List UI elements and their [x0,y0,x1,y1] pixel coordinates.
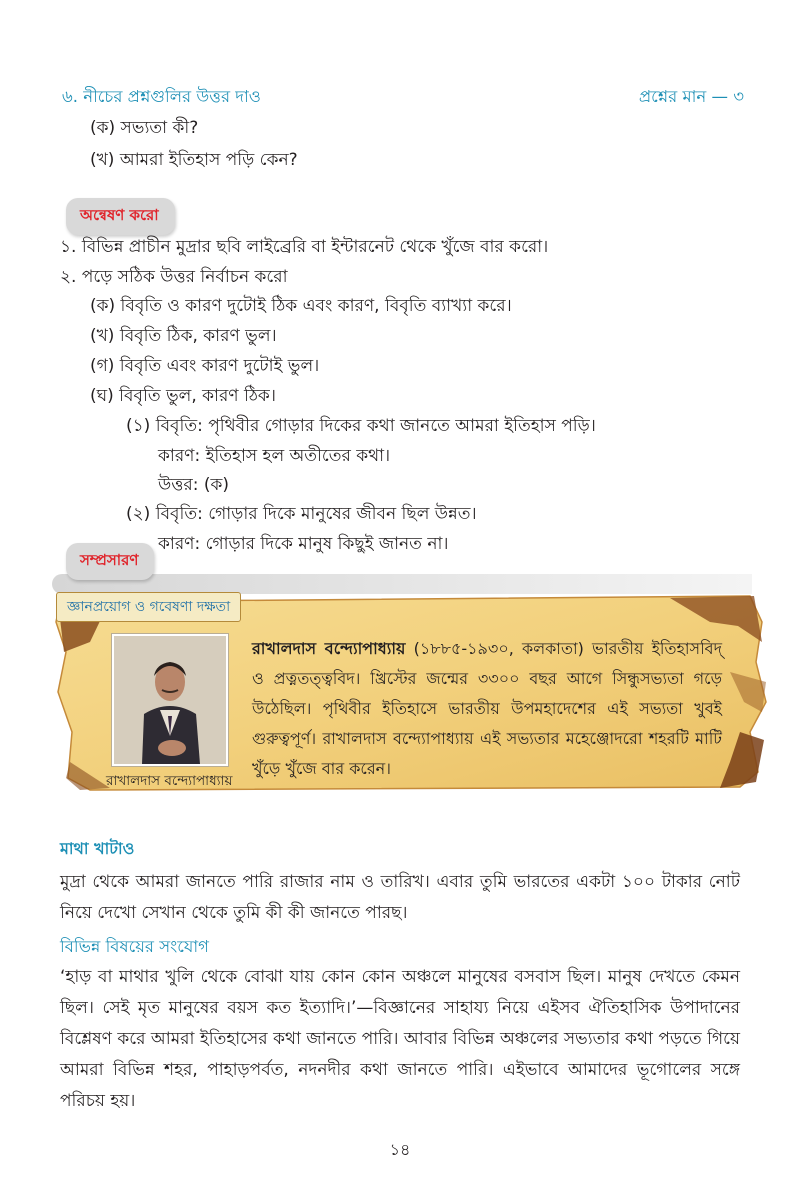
statement-line: (২) বিবৃতি: গোড়ার দিকে মানুষের জীবন ছিল উন্নত। [126,504,477,524]
portrait-image [112,634,228,766]
question-item: (খ) আমরা ইতিহাস পড়ি কেন? [90,150,298,170]
portrait-figure [114,636,226,764]
think-title: মাথা খাটাও [60,839,135,858]
question-item: (ক) সভ্যতা কী? [90,118,199,138]
explore-line: ১. বিভিন্ন প্রাচীন মুদ্রার ছবি লাইব্রেরি বা ইন্টারনেট থেকে খুঁজে বার করো। [60,237,549,257]
explore-line: ২. পড়ে সঠিক উত্তর নির্বাচন করো [60,267,288,287]
card-name-bold: রাখালদাস বন্দ্যোপাধ্যায় [252,639,406,658]
reason-line: কারণ: গোড়ার দিকে মানুষ কিছুই জানত না। [158,534,449,554]
extension-label: সম্প্রসারণ [66,543,154,580]
think-paragraph: মুদ্রা থেকে আমরা জানতে পারি রাজার নাম ও তারিখ। এবার তুমি ভারতের একটা ১০০ টাকার নোট নিয়ে দেখো সেখান থেকে তুমি কী কী জানতে পারছ। [60,872,740,923]
reason-line: কারণ: ইতিহাস হল অতীতের কথা। [158,446,391,466]
option-line: (ঘ) বিবৃতি ভুল, কারণ ঠিক। [90,386,276,406]
option-line: (ক) বিবৃতি ও কারণ দুটোই ঠিক এবং কারণ, বিবৃতি ব্যাখ্যা করে। [90,296,512,316]
page-number: ১৪ [389,1140,411,1159]
connect-title: বিভিন্ন বিষয়ের সংযোগ [60,937,209,956]
connect-paragraph: ‘হাড় বা মাথার খুলি থেকে বোঝা যায় কোন কোন অঞ্চলে মানুষের বসবাস ছিল। মানুষ দেখতে কেমন ছিল। সেই মৃত মানুষের বয়স কত ইত্যাদি।’—বিজ্ঞানের সাহায্য নিয়ে এইসব ঐতিহাসিক উপাদানের বিশ্লেষণ করে আমরা ইতিহাসের কথা জানতে পারি। আবার বিভিন্ন অঞ্চলের সভ্যতার কথা পড়তে গিয়ে আমরা বিভিন্ন শহর, পাহাড়পর্বত, নদনদীর কথা জানতে পারি। এইভাবে আমাদের ভূগোলের সঙ্গে পরিচয় হয়। [60,967,740,1111]
card-label: জ্ঞানপ্রয়োগ ও গবেষণা দক্ষতা [56,592,241,622]
option-line: (খ) বিবৃতি ঠিক, কারণ ভুল। [90,326,277,346]
card-paragraph [252,634,722,784]
question-marks: প্রশ্নের মান — ৩ [638,87,744,106]
question-heading: ৬. নীচের প্রশ্নগুলির উত্তর দাও [62,87,261,106]
card-paragraph-text: (১৮৮৫-১৯৩০, কলকাতা) ভারতীয় ইতিহাসবিদ্ ও প্রত্নতত্ত্ববিদ। খ্রিস্টের জন্মের ৩৩০০ বছর আগে সিন্ধুসভ্যতা গড়ে উঠেছিল। পৃথিবীর ইতিহাসে ভারতীয় উপমহাদেশের এই সভ্যতা খুবই গুরুত্বপূর্ণ। রাখালদাস বন্দ্যোপাধ্যায় এই সভ্যতার মহেঞ্জোদরো শহরটি মাটি খুঁড়ে খুঁজে বার করেন। [252,639,722,778]
statement-line: (১) বিবৃতি: পৃথিবীর গোড়ার দিকের কথা জানতে আমরা ইতিহাস পড়ি। [126,416,596,436]
answer-line: উত্তর: (ক) [158,475,230,495]
option-line: (গ) বিবৃতি এবং কারণ দুটোই ভুল। [90,356,320,376]
explore-label: অন্বেষণ করো [66,198,175,235]
portrait-caption: রাখালদাস বন্দ্যোপাধ্যায় [106,773,233,789]
